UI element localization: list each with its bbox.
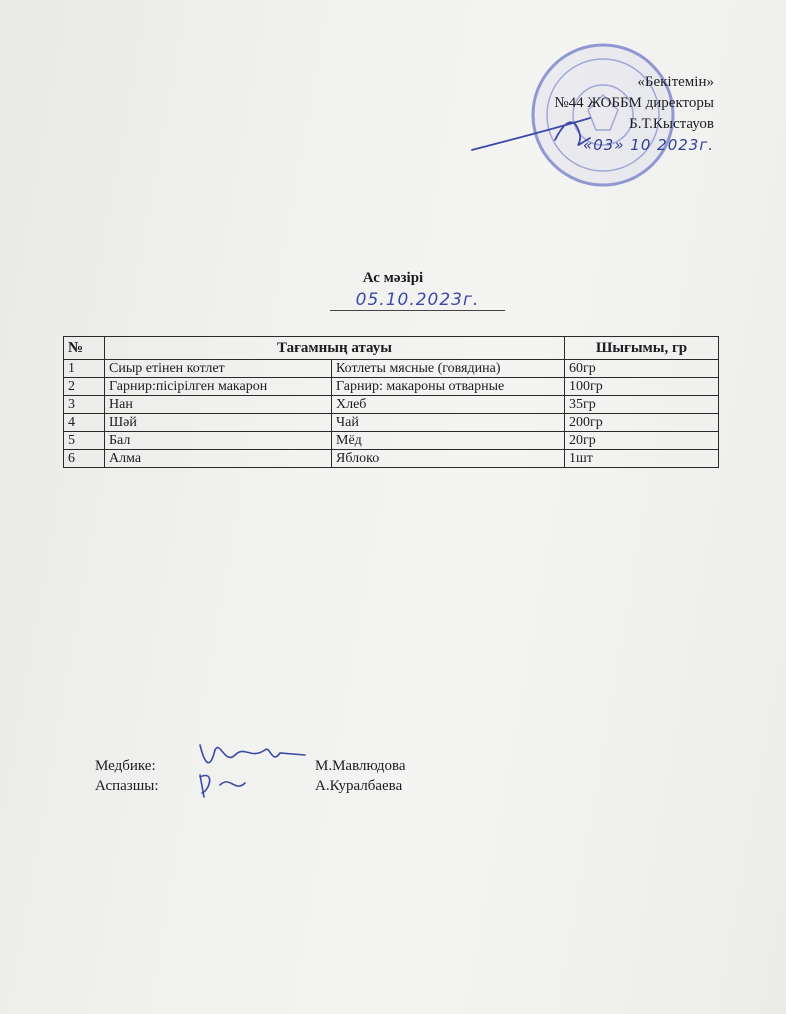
- header-yield: Шығымы, гр: [565, 337, 719, 360]
- table-row: [64, 414, 719, 432]
- approval-position: №44 ЖОББМ директоры: [554, 95, 714, 111]
- approval-name: Б.Т.Кыстауов: [629, 116, 714, 132]
- row-name-ru: Гарнир: макароны отварные: [332, 378, 565, 396]
- row-num: 6: [64, 450, 105, 468]
- table-row: [64, 450, 719, 468]
- table-row: [64, 432, 719, 450]
- header-name: Тағамның атауы: [105, 337, 565, 360]
- menu-table: [63, 336, 719, 468]
- row-name-kk: Алма: [105, 450, 332, 468]
- table-header-row: [64, 337, 719, 360]
- approval-date: «03» 10 2023г.: [582, 136, 714, 154]
- row-name-kk: Гарнир:пісірілген макарон: [105, 378, 332, 396]
- header-num: №: [64, 337, 105, 360]
- row-num: 4: [64, 414, 105, 432]
- table-row: [64, 396, 719, 414]
- row-yield: 20гр: [565, 432, 719, 450]
- signatures-block: [95, 756, 406, 796]
- row-name-ru: Мёд: [332, 432, 565, 450]
- table-row: [64, 360, 719, 378]
- page-title: Ас мәзірі: [362, 270, 424, 286]
- row-num: 3: [64, 396, 105, 414]
- row-name-ru: Яблоко: [332, 450, 565, 468]
- row-name-kk: Бал: [105, 432, 332, 450]
- row-num: 5: [64, 432, 105, 450]
- row-yield: 60гр: [565, 360, 719, 378]
- approval-heading: «Бекітемін»: [637, 74, 714, 90]
- nurse-name: М.Мавлюдова: [315, 758, 406, 774]
- row-yield: 200гр: [565, 414, 719, 432]
- cook-row: [95, 776, 406, 796]
- row-name-ru: Котлеты мясные (говядина): [332, 360, 565, 378]
- row-yield: 35гр: [565, 396, 719, 414]
- row-num: 1: [64, 360, 105, 378]
- cook-role: Аспазшы:: [95, 778, 159, 794]
- row-num: 2: [64, 378, 105, 396]
- approval-block: [554, 72, 714, 156]
- row-yield: 1шт: [565, 450, 719, 468]
- row-name-kk: Шәй: [105, 414, 332, 432]
- row-yield: 100гр: [565, 378, 719, 396]
- row-name-ru: Хлеб: [332, 396, 565, 414]
- row-name-ru: Чай: [332, 414, 565, 432]
- table-row: [64, 378, 719, 396]
- row-name-kk: Сиыр етінен котлет: [105, 360, 332, 378]
- nurse-row: [95, 756, 406, 776]
- row-name-kk: Нан: [105, 396, 332, 414]
- cook-name: А.Куралбаева: [315, 778, 403, 794]
- menu-date: 05.10.2023г.: [330, 290, 505, 311]
- nurse-role: Медбике:: [95, 758, 156, 774]
